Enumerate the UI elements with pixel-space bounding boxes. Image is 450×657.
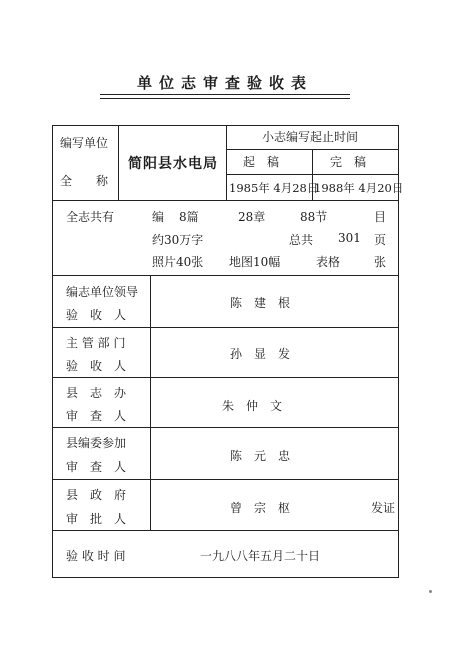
reviewer-label-line2: 验 收 人 xyxy=(66,359,127,373)
row-divider xyxy=(52,530,399,531)
end-date: 1988年 4月20日 xyxy=(314,181,404,195)
totals-pages-unit: 页 xyxy=(374,233,387,247)
totals-tables-unit: 张 xyxy=(374,255,387,269)
unit-label-line2: 全 称 xyxy=(60,174,109,188)
period-header: 小志编写起止时间 xyxy=(262,130,359,144)
reviewer-name: 陈 元 忠 xyxy=(230,449,291,463)
col-divider xyxy=(226,125,227,200)
reviewer-label-line2: 验 收 人 xyxy=(66,308,127,322)
row-divider xyxy=(52,200,399,201)
reviewer-label-line1: 编志单位领导 xyxy=(66,285,139,299)
totals-label: 全志共有 xyxy=(66,210,115,224)
row-divider xyxy=(52,427,399,428)
reviewer-label-line1: 县 政 府 xyxy=(66,488,127,502)
reviewer-name: 孙 显 发 xyxy=(230,347,291,361)
start-date: 1985年 4月28日 xyxy=(229,181,319,195)
reviewer-name: 曾 宗 枢 xyxy=(230,501,291,515)
row-divider xyxy=(52,275,399,276)
totals-edit: 编 xyxy=(152,210,165,224)
totals-item: 目 xyxy=(374,210,387,224)
title-underline xyxy=(100,94,350,95)
form-title: 单位志审查验收表 xyxy=(136,74,313,92)
totals-sections: 8篇 xyxy=(179,210,199,224)
totals-subsections: 88节 xyxy=(300,210,328,224)
reviewer-label-line1: 主 管 部 门 xyxy=(66,336,126,350)
reviewer-label-line2: 审 查 人 xyxy=(66,460,127,474)
totals-photos: 照片40张 xyxy=(152,255,204,269)
acceptance-date: 一九八八年五月二十日 xyxy=(200,549,321,563)
acceptance-label: 验 收 时 间 xyxy=(66,549,126,563)
reviewer-label-line1: 县编委参加 xyxy=(66,436,127,450)
reviewer-label-line1: 县 志 办 xyxy=(66,386,127,400)
reviewer-label-line2: 审 批 人 xyxy=(66,512,127,526)
title-underline-2 xyxy=(100,98,350,99)
totals-tables-label: 表格 xyxy=(316,255,341,269)
reviewer-name: 陈 建 根 xyxy=(230,296,291,310)
col-divider xyxy=(118,125,119,200)
reviewer-name: 朱 仲 文 xyxy=(222,399,283,413)
row-divider xyxy=(52,377,399,378)
totals-chapters: 28章 xyxy=(238,210,266,224)
scan-speckle xyxy=(429,590,432,593)
row-divider xyxy=(52,327,399,328)
totals-maps: 地图10幅 xyxy=(229,255,281,269)
end-header: 完 稿 xyxy=(330,155,367,169)
totals-pages: 301 xyxy=(338,231,361,245)
reviewer-label-line2: 审 查 人 xyxy=(66,409,127,423)
unit-label-line1: 编写单位 xyxy=(60,136,109,150)
col-divider xyxy=(150,275,151,530)
certificate-note: 发证 xyxy=(371,501,396,515)
unit-name: 简阳县水电局 xyxy=(128,156,218,172)
totals-total-label: 总共 xyxy=(289,233,314,247)
totals-words: 约30万字 xyxy=(152,233,204,247)
row-divider xyxy=(52,479,399,480)
start-header: 起 稿 xyxy=(243,155,280,169)
